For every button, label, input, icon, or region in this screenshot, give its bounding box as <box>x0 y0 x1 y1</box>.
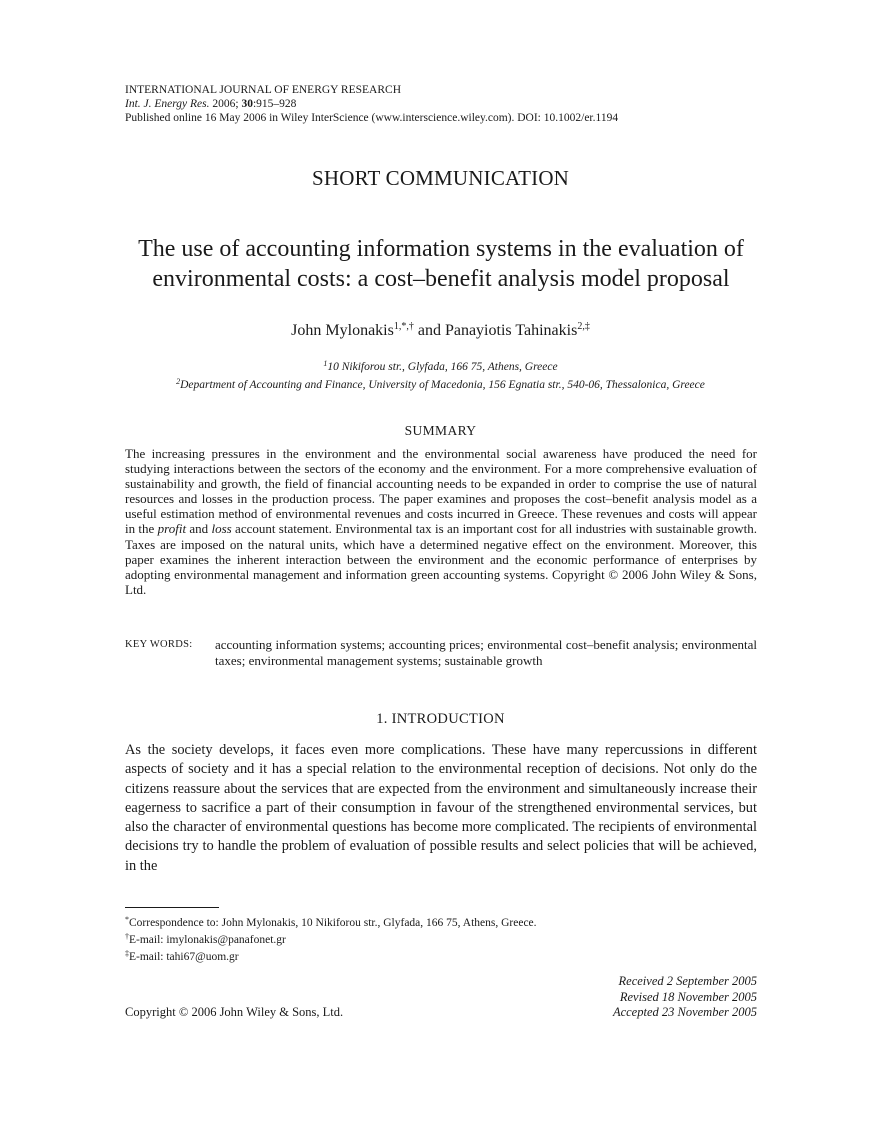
footnote-correspondence-mark: * <box>125 915 129 924</box>
accepted-date: Accepted 23 November 2005 <box>612 1005 757 1019</box>
affiliation-1-mark: 1 <box>323 359 328 368</box>
author-2-marks: 2,‡ <box>577 321 590 332</box>
author-1: John Mylonakis <box>291 322 394 339</box>
citation-pages: :915–928 <box>252 98 297 110</box>
section-label: SHORT COMMUNICATION <box>311 166 570 190</box>
footnote-email-1 <box>125 930 757 947</box>
summary-part-a: The increasing pressures in the environment and the environmental social awareness have produced the need for studying interactions between the sectors of the economy and the environment. For a more comprehensive evaluation of sustainability and growth, the field of financial accounting needs to be expanded in order to comprise the use of natural resources and losses in the production process. The paper examines and proposes the cost–benefit analysis model as a useful estimation method of environmental revenues and costs incurred in Greece. These revenues and costs will appear in the <box>125 446 757 537</box>
footnote-correspondence <box>125 913 757 930</box>
footnote-email-1-mark: † <box>125 932 129 942</box>
received-date: Received 2 September 2005 <box>618 974 757 988</box>
journal-header <box>125 83 825 125</box>
title-line-1: The use of accounting information systems in the evaluation of <box>138 236 744 262</box>
footnote-correspondence-text: Correspondence to: John Mylonakis, 10 Nikiforou str., Glyfada, 166 75, Athens, Greece. <box>129 917 537 929</box>
journal-citation <box>125 97 825 111</box>
footnote-email-2 <box>125 947 757 964</box>
paper-title <box>100 234 782 294</box>
publication-info: Published online 16 May 2006 in Wiley InterScience (www.interscience.wiley.com). DOI: 10.1002/er.1194 <box>125 112 619 124</box>
footnote-rule <box>125 907 219 908</box>
summary-text <box>125 446 757 597</box>
summary-and: and <box>186 521 212 537</box>
author-connector: and <box>413 322 445 339</box>
keywords-text: accounting information systems; accounting prices; environmental cost–benefit analysis; environmental taxes; environmental management systems; sustainable growth <box>215 637 757 668</box>
affiliation-1-text: 10 Nikiforou str., Glyfada, 166 75, Athens, Greece <box>327 361 558 373</box>
affiliation-2-text: Department of Accounting and Finance, University of Macedonia, 156 Egnatia str., 540-06, Thessalonica, Greece <box>180 379 705 391</box>
author-2: Panayiotis Tahinakis <box>444 322 578 339</box>
author-1-marks: 1,*,† <box>393 321 414 332</box>
author-list <box>0 321 881 340</box>
affiliation-1 <box>0 359 881 373</box>
summary-profit: profit <box>157 521 187 537</box>
manuscript-dates <box>520 974 757 1021</box>
footnote-email-2-text[interactable]: E-mail: tahi67@uom.gr <box>129 951 239 964</box>
keywords <box>125 637 757 668</box>
citation-abbrev: Int. J. Energy Res. <box>125 98 210 110</box>
summary-part-b: account statement. Environmental tax is an important cost for all industries with sustainable growth. Taxes are imposed on the natural units, which have a determined negative effect on the environment. Moreover, this paper examines the inherent interaction between the environment and the economic performance of enterprises by adopting environmental management and information green accounting systems. Copyright © 2006 John Wiley & Sons, Ltd. <box>125 521 757 597</box>
title-line-2: environmental costs: a cost–benefit analysis model proposal <box>152 266 730 292</box>
footnotes <box>125 913 757 965</box>
introduction-text: As the society develops, it faces even more complications. These have many repercussions in different aspects of society and it has a special relation to the environmental reception of decisions. Not only do the citizens reassure about the services that are expected from the environment and simultaneously increase their eagerness to sacrifice a part of their consumption in favour of the strengthened environmental services, but also the character of environmental questions has become more complicated. The recipients of environmental decisions try to handle the problem of evaluation of possible results and select policies that will be achieved, in the <box>125 742 757 874</box>
citation-volume: 30 <box>241 98 253 110</box>
copyright-notice: Copyright © 2006 John Wiley & Sons, Ltd. <box>125 1005 344 1019</box>
citation-year: 2006; <box>212 98 239 110</box>
introduction-heading: 1. INTRODUCTION <box>376 711 505 727</box>
footnote-email-2-mark: ‡ <box>125 949 129 959</box>
affiliation-2-mark: 2 <box>176 377 181 386</box>
summary-loss: loss <box>211 521 232 537</box>
affiliation-2 <box>0 377 881 391</box>
summary-heading: SUMMARY <box>404 423 477 438</box>
journal-name: INTERNATIONAL JOURNAL OF ENERGY RESEARCH <box>125 84 401 96</box>
revised-date: Revised 18 November 2005 <box>619 989 757 1004</box>
footnote-email-1-text[interactable]: E-mail: imylonakis@panafonet.gr <box>129 934 286 947</box>
keywords-label: KEY WORDS: <box>125 639 193 650</box>
